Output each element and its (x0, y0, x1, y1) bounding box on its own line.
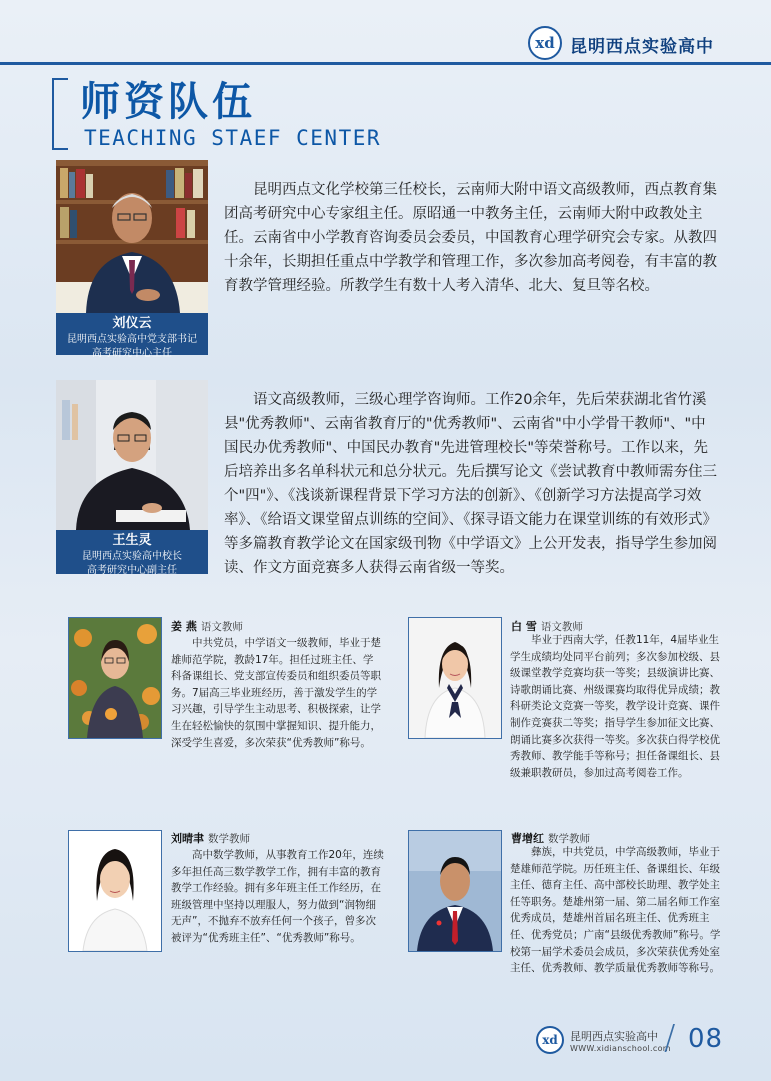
header-divider (0, 62, 771, 65)
teacher-name: 曹增红 (511, 832, 544, 845)
teacher-role-line1: 昆明西点实验高中党支部书记 (67, 334, 197, 345)
teacher-role-line2: 高考研究中心副主任 (87, 565, 177, 576)
teacher-bio: 高中数学教师，从事教育工作20年，连续多年担任高三数学教学工作，拥有丰富的教育教学工作经验。拥有多年班主任工作经历，在班级管理中坚持以理服人，努力做到“润物细无声”，不抛弃不放弃任何一个孩子，曾多次被评为“优秀班主任”、“优秀教师”称号。 (171, 849, 384, 944)
teacher-card-jiang-yan (171, 618, 383, 751)
teacher-role: 语文教师 (540, 621, 583, 633)
teacher-role: 数学教师 (548, 833, 590, 845)
teacher-bio: 昆明西点文化学校第三任校长，云南师大附中语文高级教师，西点教育集团高考研究中心专家组主任。原昭通一中教务主任，云南师大附中政教处主任。云南省中小学教育咨询委员会委员，中国教育心理学研究会专家。从教四十余年，长期担任重点中学教学和管理工作，多次参加高考阅卷，有丰富的教育教学管理经验。所教学生有数十人考入清华、北大、复旦等名校。 (224, 182, 717, 294)
teacher-card-liu-qingyu (171, 830, 386, 947)
school-logo-icon: xd (528, 26, 562, 60)
teacher-namebox-wang-shengling (56, 530, 208, 574)
teacher-photo-wang-shengling (56, 380, 208, 530)
teacher-bio (398, 632, 725, 781)
teacher-bio-text: 彝族，中共党员，中学高级教师，毕业于楚雄师范学院。历任班主任、备课组长、年级主任、德育主任、高中部校长助理、教学处主任等职务。楚雄州第一届、第二届名师工作室优秀成员，楚雄州首届名班主任、优秀班主任、优秀党员；广南“县级优秀教师”称号。学校第一届学术委员会成员，多次荣获优秀处室主任、优秀教师、教学质量优秀教师等称号。 (510, 846, 721, 975)
teacher-role-line1: 昆明西点实验高中校长 (82, 551, 182, 562)
page-title: 师资队伍 (80, 79, 256, 125)
footer-url: WWW.xidianschool.com (570, 1044, 671, 1053)
page-subtitle: TEACHING STAEF CENTER (84, 126, 382, 150)
page-slash: / (664, 1018, 676, 1058)
teacher-role: 语文教师 (200, 621, 243, 633)
teacher-role-line2: 高考研究中心主任 (92, 348, 172, 359)
header (0, 0, 771, 66)
teacher-heading (171, 618, 383, 634)
teacher-photo-liu-qingyu (68, 830, 162, 952)
teacher-namebox-liu-yiyun (56, 313, 208, 359)
teacher-bio-text: 毕业于西南大学，任教11年，4届毕业生学生成绩均处同平台前列；多次参加校级、县级课堂教学竞赛均获一等奖；县级演讲比赛、诗歌朗诵比赛、州级课赛均取得优异成绩；教科研类论文竞赛一等奖，教学设计竞赛、课件制作竞赛获二等奖；指导学生参加征文比赛、朗诵比赛多次获得一等奖。多次获白得学校优秀教师、教学能手等称号；担任备课组长、县级兼职教研员，参加过高考阅卷工作。 (510, 634, 720, 779)
teacher-photo-jiang-yan (68, 617, 162, 739)
teacher-heading (171, 830, 386, 846)
teacher-photo-liu-yiyun (56, 160, 208, 313)
page-number: 08 (688, 1024, 724, 1054)
teacher-role: 数学教师 (208, 833, 250, 845)
footer-school-name: 昆明西点实验高中 (570, 1030, 658, 1043)
teacher-bio: 语文高级教师，三级心理学咨询师。工作20余年，先后荣获湖北省竹溪县"优秀教师"、云南省教育厅的"优秀教师"、云南省"中小学骨干教师"、"中国民办优秀教师"、中国民办教育"先进管理校长"等荣誉称号。工作以来，先后培养出多名单科状元和总分状元。先后撰写论文《尝试教育中教师需夯住三个"四"》、《浅谈新课程背景下学习方法的创新》、《创新学习方法提高学习效率》、《给语文课堂留点训练的空间》、《探寻语文能力在课堂训练的有效形式》等多篇教育教学论文在国家级刊物《中学语文》上公开发表，指导学生参加阅读、作文方面竞赛多人获得云南省级一等奖。 (224, 392, 717, 576)
title-bracket (52, 78, 68, 150)
teacher-bio (398, 844, 725, 977)
teacher-bio: 中共党员，中学语文一级教师，毕业于楚雄师范学院，教龄17年。担任过班主任、学科备课组长、党支部宣传委员和组织委员等职务。7届高三毕业班经历，善于激发学生的学习兴趣，引导学生主动思考、积极探索，让学生在轻松愉快的氛围中掌握知识、提升能力，深受学生喜爱，多次荣获“优秀教师”称号。 (171, 637, 381, 749)
footer (530, 1018, 760, 1062)
teacher-name: 刘晴聿 (171, 832, 204, 845)
teacher-name: 王生灵 (112, 533, 152, 548)
teacher-name: 姜 燕 (171, 620, 197, 633)
footer-logo-icon: xd (536, 1026, 564, 1054)
school-name: 昆明西点实验高中 (570, 37, 714, 57)
teacher-name: 刘仪云 (112, 316, 152, 331)
teacher-name: 白 雪 (511, 620, 537, 633)
